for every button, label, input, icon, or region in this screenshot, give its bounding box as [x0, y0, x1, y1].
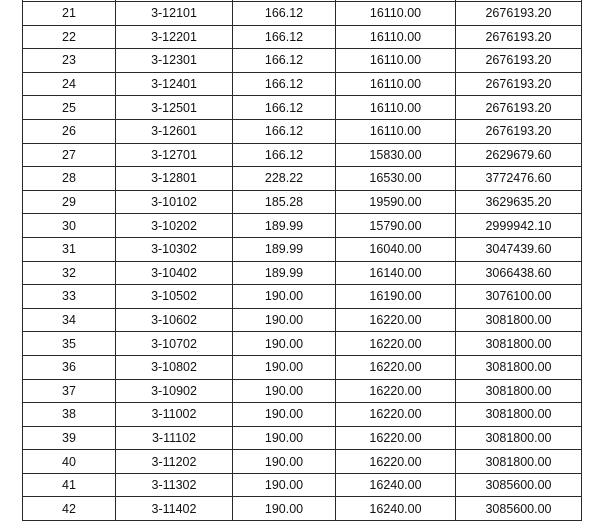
total-price-cell: 3629635.20: [456, 190, 582, 214]
unit-code-cell: 3-11002: [116, 403, 233, 427]
unit-code-cell: 3-11202: [116, 450, 233, 474]
unit-code-cell: 3-11302: [116, 473, 233, 497]
area-cell: 166.12: [233, 119, 336, 143]
area-cell: 166.12: [233, 72, 336, 96]
area-cell: 190.00: [233, 497, 336, 521]
unit-code-cell: 3-12801: [116, 167, 233, 191]
unit-code-cell: 3-10802: [116, 355, 233, 379]
row-number-cell: 41: [23, 473, 116, 497]
row-number-cell: 30: [23, 214, 116, 238]
table-row: [23, 285, 582, 309]
area-cell: 189.99: [233, 237, 336, 261]
unit-price-cell: 16110.00: [336, 119, 456, 143]
table-row: [23, 308, 582, 332]
unit-code-cell: 3-10902: [116, 379, 233, 403]
total-price-cell: 3081800.00: [456, 450, 582, 474]
table-row: [23, 119, 582, 143]
row-number-cell: 22: [23, 25, 116, 49]
table-row: [23, 25, 582, 49]
unit-price-cell: 16220.00: [336, 379, 456, 403]
total-price-cell: 2629679.60: [456, 143, 582, 167]
area-cell: 166.12: [233, 143, 336, 167]
table-row: [23, 167, 582, 191]
unit-code-cell: 3-10702: [116, 332, 233, 356]
unit-price-cell: 16530.00: [336, 167, 456, 191]
area-cell: 166.12: [233, 96, 336, 120]
row-number-cell: 32: [23, 261, 116, 285]
area-cell: 189.99: [233, 261, 336, 285]
unit-code-cell: 3-11102: [116, 426, 233, 450]
table-row: [23, 2, 582, 26]
unit-price-cell: 16240.00: [336, 497, 456, 521]
unit-code-cell: 3-12301: [116, 49, 233, 73]
unit-price-cell: 16220.00: [336, 403, 456, 427]
table-row: [23, 96, 582, 120]
total-price-cell: 3081800.00: [456, 308, 582, 332]
table-row: [23, 190, 582, 214]
table-row: [23, 473, 582, 497]
table-row: [23, 379, 582, 403]
area-cell: 190.00: [233, 355, 336, 379]
unit-price-cell: 16220.00: [336, 332, 456, 356]
row-number-cell: 27: [23, 143, 116, 167]
total-price-cell: 3085600.00: [456, 497, 582, 521]
total-price-cell: 3081800.00: [456, 332, 582, 356]
total-price-cell: 2676193.20: [456, 96, 582, 120]
unit-code-cell: 3-12401: [116, 72, 233, 96]
area-cell: 228.22: [233, 167, 336, 191]
table-row: [23, 403, 582, 427]
table-row: [23, 237, 582, 261]
area-cell: 166.12: [233, 2, 336, 26]
unit-price-cell: 16220.00: [336, 308, 456, 332]
table-row: [23, 143, 582, 167]
table-row: [23, 332, 582, 356]
total-price-cell: 2676193.20: [456, 72, 582, 96]
total-price-cell: 3047439.60: [456, 237, 582, 261]
unit-price-cell: 16110.00: [336, 96, 456, 120]
unit-code-cell: 3-10302: [116, 237, 233, 261]
price-table: [22, 0, 582, 521]
area-cell: 166.12: [233, 49, 336, 73]
row-number-cell: 25: [23, 96, 116, 120]
row-number-cell: 28: [23, 167, 116, 191]
area-cell: 185.28: [233, 190, 336, 214]
table-row: [23, 355, 582, 379]
total-price-cell: 3066438.60: [456, 261, 582, 285]
area-cell: 190.00: [233, 285, 336, 309]
total-price-cell: 2676193.20: [456, 25, 582, 49]
total-price-cell: 3081800.00: [456, 355, 582, 379]
row-number-cell: 31: [23, 237, 116, 261]
table-row: [23, 497, 582, 521]
unit-code-cell: 3-12101: [116, 2, 233, 26]
row-number-cell: 34: [23, 308, 116, 332]
row-number-cell: 26: [23, 119, 116, 143]
area-cell: 190.00: [233, 403, 336, 427]
unit-code-cell: 3-10102: [116, 190, 233, 214]
unit-code-cell: 3-12501: [116, 96, 233, 120]
unit-price-cell: 16110.00: [336, 25, 456, 49]
unit-price-cell: 16040.00: [336, 237, 456, 261]
unit-code-cell: 3-12601: [116, 119, 233, 143]
unit-price-cell: 16220.00: [336, 450, 456, 474]
table-row: [23, 450, 582, 474]
total-price-cell: 2999942.10: [456, 214, 582, 238]
area-cell: 166.12: [233, 25, 336, 49]
unit-code-cell: 3-10402: [116, 261, 233, 285]
row-number-cell: 24: [23, 72, 116, 96]
area-cell: 190.00: [233, 332, 336, 356]
row-number-cell: 38: [23, 403, 116, 427]
total-price-cell: 3081800.00: [456, 426, 582, 450]
unit-price-cell: 16220.00: [336, 355, 456, 379]
unit-price-cell: 19590.00: [336, 190, 456, 214]
unit-code-cell: 3-10202: [116, 214, 233, 238]
table-row: [23, 214, 582, 238]
unit-code-cell: 3-10602: [116, 308, 233, 332]
table-row: [23, 261, 582, 285]
unit-price-cell: 15790.00: [336, 214, 456, 238]
total-price-cell: 3081800.00: [456, 379, 582, 403]
table-row: [23, 72, 582, 96]
total-price-cell: 3081800.00: [456, 403, 582, 427]
row-number-cell: 35: [23, 332, 116, 356]
unit-price-cell: 16110.00: [336, 2, 456, 26]
area-cell: 189.99: [233, 214, 336, 238]
total-price-cell: 2676193.20: [456, 2, 582, 26]
unit-price-cell: 16240.00: [336, 473, 456, 497]
row-number-cell: 39: [23, 426, 116, 450]
row-number-cell: 23: [23, 49, 116, 73]
area-cell: 190.00: [233, 308, 336, 332]
unit-price-cell: 16140.00: [336, 261, 456, 285]
unit-code-cell: 3-12701: [116, 143, 233, 167]
unit-price-cell: 16110.00: [336, 49, 456, 73]
row-number-cell: 21: [23, 2, 116, 26]
unit-price-cell: 16110.00: [336, 72, 456, 96]
row-number-cell: 42: [23, 497, 116, 521]
row-number-cell: 36: [23, 355, 116, 379]
total-price-cell: 3085600.00: [456, 473, 582, 497]
unit-code-cell: 3-12201: [116, 25, 233, 49]
row-number-cell: 29: [23, 190, 116, 214]
table-row: [23, 426, 582, 450]
row-number-cell: 33: [23, 285, 116, 309]
area-cell: 190.00: [233, 379, 336, 403]
table-row: [23, 49, 582, 73]
total-price-cell: 2676193.20: [456, 49, 582, 73]
area-cell: 190.00: [233, 426, 336, 450]
row-number-cell: 40: [23, 450, 116, 474]
row-number-cell: 37: [23, 379, 116, 403]
unit-price-cell: 15830.00: [336, 143, 456, 167]
table-body: [23, 0, 582, 521]
unit-price-cell: 16220.00: [336, 426, 456, 450]
total-price-cell: 2676193.20: [456, 119, 582, 143]
total-price-cell: 3076100.00: [456, 285, 582, 309]
unit-price-cell: 16190.00: [336, 285, 456, 309]
area-cell: 190.00: [233, 450, 336, 474]
total-price-cell: 3772476.60: [456, 167, 582, 191]
unit-code-cell: 3-10502: [116, 285, 233, 309]
area-cell: 190.00: [233, 473, 336, 497]
unit-code-cell: 3-11402: [116, 497, 233, 521]
